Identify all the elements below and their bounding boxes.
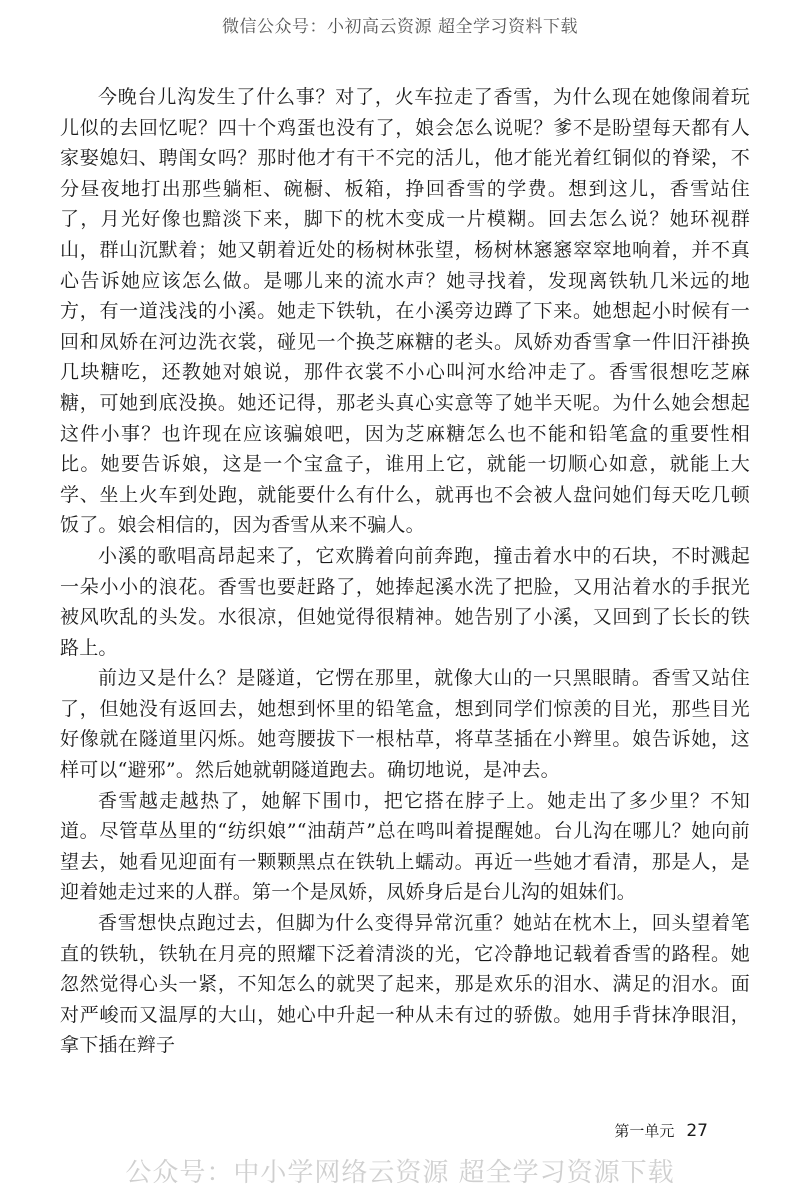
- watermark-text: 公众号：中小学网络云资源 超全学习资源下载: [125, 1158, 675, 1188]
- article-body: [60, 82, 750, 1061]
- unit-label: 第一单元: [614, 1122, 675, 1140]
- paragraph-4: 香雪越走越热了，她解下围巾，把它搭在脖子上。她走出了多少里？不知道。尽管草丛里的“纺织娘”“油葫芦”总在鸣叫着提醒她。台儿沟在哪儿？她向前望去，她看见迎面有一颗颗黑点在铁轨上蠕动。再近一些她才看清，那是人，是迎着她走过来的人群。第一个是凤娇，凤娇身后是台儿沟的姐妹们。: [60, 789, 750, 904]
- paragraph-5: 香雪想快点跑过去，但脚为什么变得异常沉重？她站在枕木上，回头望着笔直的铁轨，铁轨在月亮的照耀下泛着清淡的光，它冷静地记载着香雪的路程。她忽然觉得心头一紧，不知怎么的就哭了起来，那是欢乐的泪水、满足的泪水。面对严峻而又温厚的大山，她心中升起一种从未有过的骄傲。她用手背抹净眼泪，拿下插在辫子: [60, 912, 750, 1057]
- page-footer: [614, 1120, 708, 1141]
- paragraph-1: 今晚台儿沟发生了什么事？对了，火车拉走了香雪，为什么现在她像闹着玩儿似的去回忆呢？四十个鸡蛋也没有了，娘会怎么说呢？爹不是盼望每天都有人家娶媳妇、聘闺女吗？那时他才有干不完的活儿，他才能光着红铜似的脊梁，不分昼夜地打出那些躺柜、碗橱、板箱，挣回香雪的学费。想到这儿，香雪站住了，月光好像也黯淡下来，脚下的枕木变成一片模糊。回去怎么说？她环视群山，群山沉默着；她又朝着近处的杨树林张望，杨树林窸窸窣窣地响着，并不真心告诉她应该怎么做。是哪儿来的流水声？她寻找着，发现离铁轨几米远的地方，有一道浅浅的小溪。她走下铁轨，在小溪旁边蹲了下来。她想起小时候有一回和凤娇在河边洗衣裳，碰见一个换芝麻糖的老头。凤娇劝香雪拿一件旧汗褂换几块糖吃，还教她对娘说，那件衣裳不小心叫河水给冲走了。香雪很想吃芝麻糖，可她到底没换。她还记得，那老头真心实意等了她半天呢。为什么她会想起这件小事？也许现在应该骗娘吧，因为芝麻糖怎么也不能和铅笔盒的重要性相比。她要告诉娘，这是一个宝盒子，谁用上它，就能一切顺心如意，就能上大学、坐上火车到处跑，就能要什么有什么，就再也不会被人盘问她们每天吃几顿饭了。娘会相信的，因为香雪从来不骗人。: [60, 86, 750, 537]
- page-number: 27: [686, 1121, 708, 1141]
- page-header: 微信公众号：小初高云资源 超全学习资料下载: [222, 17, 578, 37]
- paragraph-2: 小溪的歌唱高昂起来了，它欢腾着向前奔跑，撞击着水中的石块，不时溅起一朵小小的浪花。香雪也要赶路了，她捧起溪水洗了把脸，又用沾着水的手抿光被风吹乱的头发。水很凉，但她觉得很精神。她告别了小溪，又回到了长长的铁路上。: [60, 544, 750, 659]
- paragraph-3: 前边又是什么？是隧道，它愣在那里，就像大山的一只黑眼睛。香雪又站住了，但她没有返回去，她想到怀里的铅笔盒，想到同学们惊羡的目光，那些目光好像就在隧道里闪烁。她弯腰拔下一根枯草，将草茎插在小辫里。娘告诉她，这样可以“避邪”。然后她就朝隧道跑去。确切地说，是冲去。: [60, 667, 750, 782]
